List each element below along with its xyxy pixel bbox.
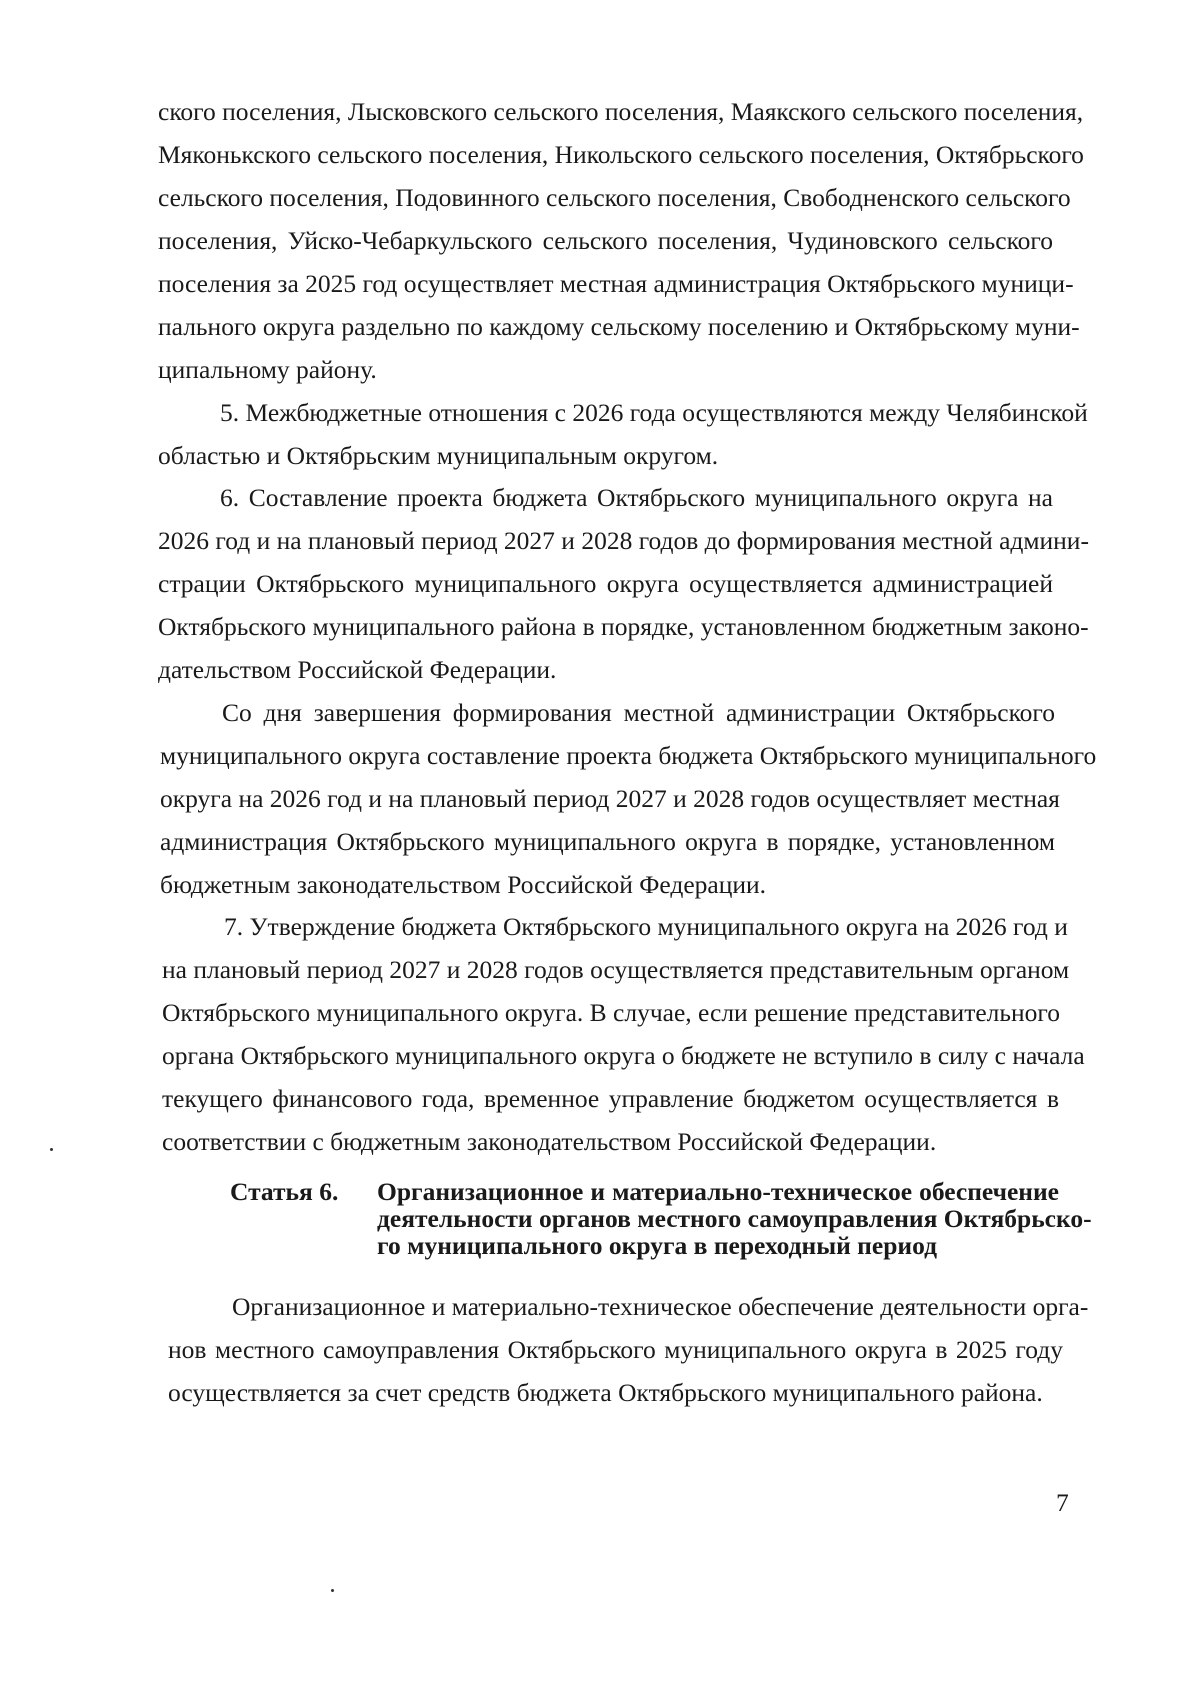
scan-artifact	[50, 1148, 53, 1151]
page-number: 7	[1056, 1488, 1069, 1517]
text-line: ского поселения, Лысковского сельского поселения, Маякского сельского поселения,	[158, 97, 1084, 126]
text-line: поселения за 2025 год осуществляет местная администрация Октябрьского муници-	[158, 269, 1074, 298]
text-line: на плановый период 2027 и 2028 годов осуществляется представительным органом	[162, 955, 1070, 984]
text-line: Организационное и материально-техническое обеспечение деятельности орга-	[232, 1292, 1089, 1321]
text-line: нов местного самоуправления Октябрьского муниципального округа в 2025 году	[168, 1335, 1063, 1364]
text-line: поселения, Уйско-Чебаркульского сельского поселения, Чудиновского сельского	[158, 226, 1053, 255]
text-line: соответствии с бюджетным законодательством Российской Федерации.	[162, 1127, 937, 1156]
article-title-line: го муниципального округа в переходный период	[377, 1231, 937, 1260]
text-line: пального округа раздельно по каждому сельскому поселению и Октябрьскому муни-	[158, 312, 1080, 341]
text-line: органа Октябрьского муниципального округа о бюджете не вступило в силу с начала	[162, 1041, 1085, 1070]
text-line: муниципального округа составление проекта бюджета Октябрьского муниципального	[160, 741, 1097, 770]
scan-artifact	[331, 1589, 334, 1592]
text-line: округа на 2026 год и на плановый период 2027 и 2028 годов осуществляет местная	[160, 784, 1060, 813]
text-line: 7. Утверждение бюджета Октябрьского муниципального округа на 2026 год и	[224, 912, 1068, 941]
text-line: 6. Составление проекта бюджета Октябрьского муниципального округа на	[220, 483, 1053, 512]
article-title-line: Организационное и материально-техническое обеспечение	[377, 1177, 1059, 1206]
article-title-line: деятельности органов местного самоуправления Октябрьско-	[377, 1204, 1092, 1233]
text-line: дательством Российской Федерации.	[158, 655, 557, 684]
text-line: бюджетным законодательством Российской Федерации.	[160, 870, 767, 899]
text-line: Октябрьского муниципального округа. В случае, если решение представительного	[162, 998, 1060, 1027]
text-line: ципальному району.	[158, 355, 377, 384]
article-number: Статья 6.	[230, 1177, 339, 1206]
text-line: текущего финансового года, временное управление бюджетом осуществляется в	[162, 1084, 1059, 1113]
text-line: 2026 год и на плановый период 2027 и 2028 годов до формирования местной админи-	[158, 526, 1089, 555]
text-line: Октябрьского муниципального района в порядке, установленном бюджетным законо-	[158, 612, 1089, 641]
text-line: Со дня завершения формирования местной администрации Октябрьского	[222, 698, 1055, 727]
text-line: страции Октябрьского муниципального округа осуществляется администрацией	[158, 569, 1053, 598]
text-line: областью и Октябрьским муниципальным округом.	[158, 441, 719, 470]
text-line: администрация Октябрьского муниципального округа в порядке, установленном	[160, 827, 1055, 856]
text-line: 5. Межбюджетные отношения с 2026 года осуществляются между Челябинской	[220, 398, 1088, 427]
text-line: осуществляется за счет средств бюджета Октябрьского муниципального района.	[168, 1378, 1043, 1407]
text-line: Мяконькского сельского поселения, Никольского сельского поселения, Октябрьского	[158, 140, 1084, 169]
text-line: сельского поселения, Подовинного сельского поселения, Свободненского сельского	[158, 183, 1071, 212]
